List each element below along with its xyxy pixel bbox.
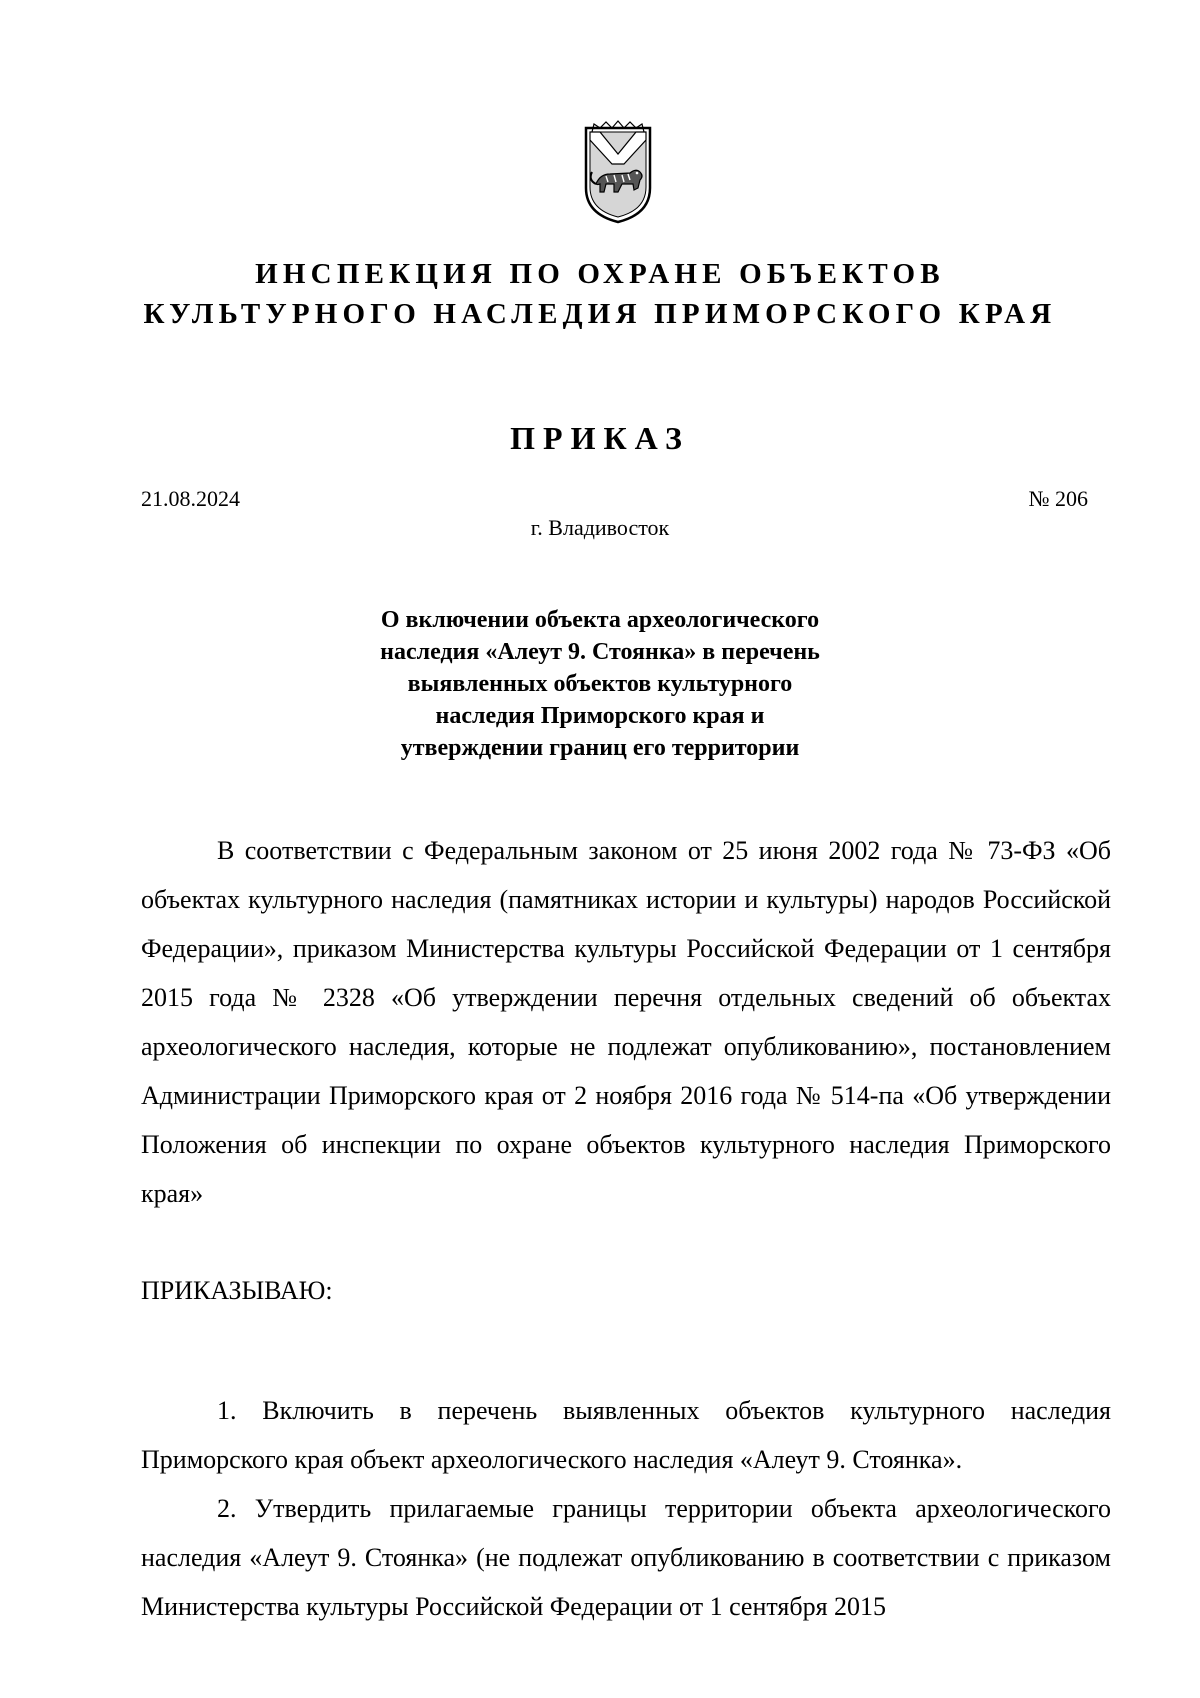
subject-line: наследия Приморского края и: [435, 703, 765, 729]
coat-of-arms-icon: [578, 118, 658, 228]
order-item-1: 1. Включить в перечень выявленных объектов культурного наследия Приморского края объект археологического наследия «Алеут 9. Стоянка».: [141, 1396, 1111, 1474]
preamble-paragraph: В соответствии с Федеральным законом от 25 июня 2002 года № 73-ФЗ «Об объектах культурного наследия (памятниках истории и культуры) народов Российской Федерации», приказом Министерства культуры Российской Федерации от 1 сентября 2015 года № 2328 «Об утверждении перечня отдельных сведений об объектах археологического наследия, которые не подлежат опубликованию», постановлением Администрации Приморского края от 2 ноября 2016 года № 514-па «Об утверждении Положения об инспекции по охране объектов культурного наследия Приморского края»: [141, 836, 1111, 1208]
subject-line: утверждении границ его территории: [400, 735, 800, 761]
subject-line: О включении объекта археологического: [380, 607, 820, 633]
order-item-2: 2. Утвердить прилагаемые границы территории объекта археологического наследия «Алеут 9. Стоянка» (не подлежат опубликованию в соответствии с приказом Министерства культуры Российской Федерации от 1 сентября 2015: [141, 1494, 1111, 1621]
subject-line: наследия «Алеут 9. Стоянка» в перечень: [380, 639, 820, 665]
subject-line: выявленных объектов культурного: [407, 671, 793, 697]
document-number: № 206: [1028, 486, 1088, 511]
document-city: г. Владивосток: [530, 515, 670, 540]
agency-name-line1: ИНСПЕКЦИЯ ПО ОХРАНЕ ОБЪЕКТОВ: [255, 258, 945, 290]
document-type-title: ПРИКАЗ: [510, 420, 690, 456]
order-keyword: ПРИКАЗЫВАЮ:: [141, 1276, 333, 1305]
document-date: 21.08.2024: [141, 486, 240, 511]
document-subject: [300, 604, 900, 764]
agency-name-line2: КУЛЬТУРНОГО НАСЛЕДИЯ ПРИМОРСКОГО КРАЯ: [143, 298, 1057, 330]
